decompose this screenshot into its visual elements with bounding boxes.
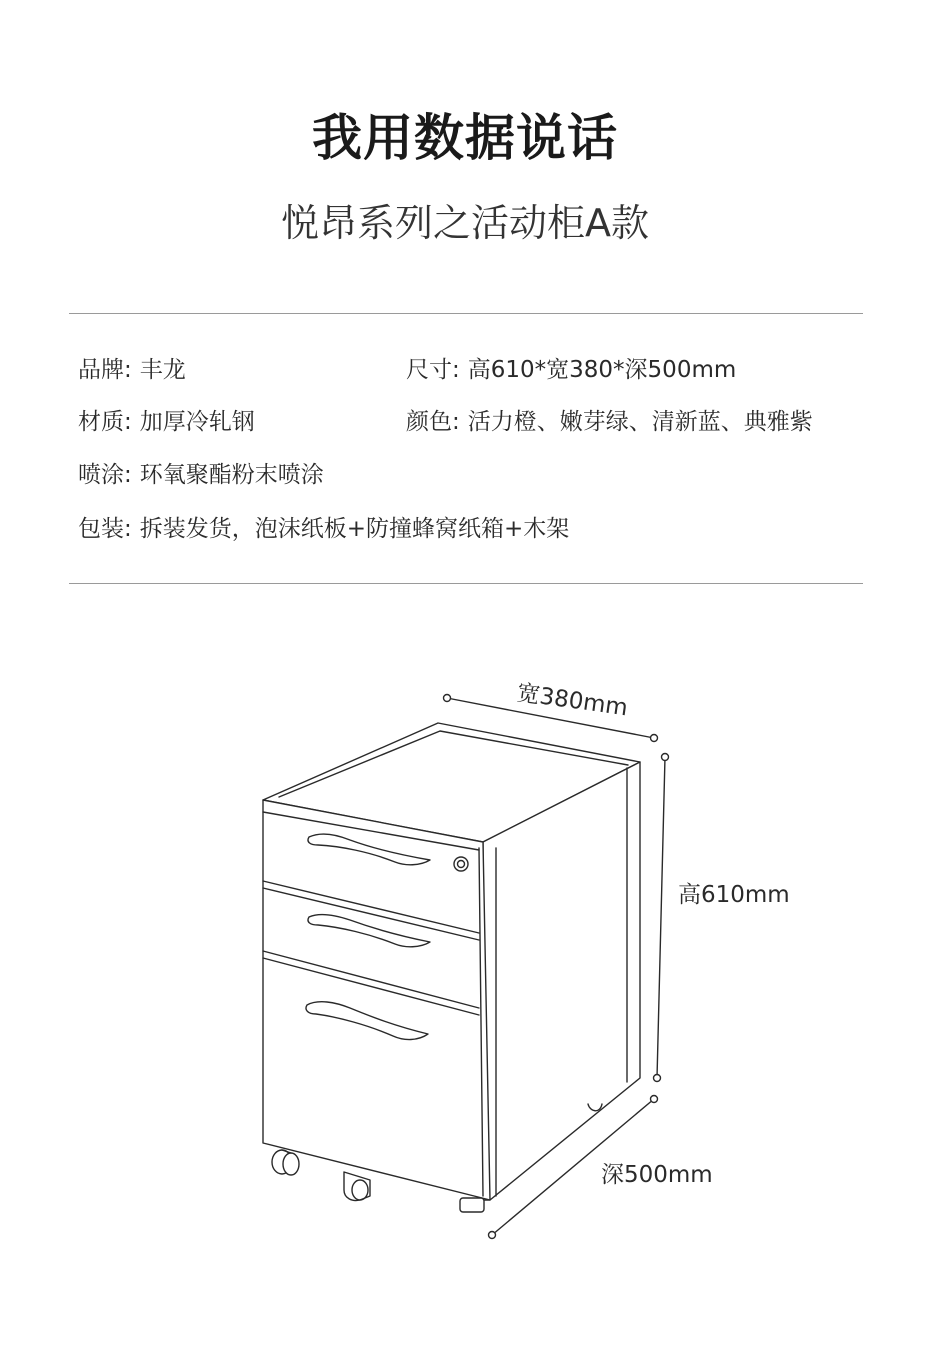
spec-separator: : [124, 357, 132, 383]
caster-wheel [460, 1198, 484, 1212]
spec-value: 加厚冷轧钢 [139, 409, 255, 435]
spec-size [406, 355, 736, 385]
height-dimension [654, 754, 790, 1082]
spec-value: 丰龙 [139, 357, 186, 383]
spec-coating [78, 460, 324, 490]
spec-key: 品牌 [78, 357, 124, 383]
spec-separator: : [124, 516, 132, 542]
top-divider [69, 313, 863, 314]
spec-separator: : [124, 462, 132, 488]
bottom-divider [69, 583, 863, 584]
cabinet-dimension-diagram [0, 600, 930, 1300]
spec-separator: : [452, 357, 460, 383]
spec-key: 颜色 [406, 409, 452, 435]
spec-key: 喷涂 [78, 462, 124, 488]
spec-value: 高610*宽380*深500mm [467, 357, 737, 383]
spec-material [78, 407, 255, 437]
page-subtitle: 悦昂系列之活动柜A款 [281, 201, 649, 245]
caster-wheel [344, 1172, 370, 1201]
spec-key: 尺寸 [406, 357, 452, 383]
spec-packaging [78, 514, 569, 544]
lock-icon [454, 857, 468, 871]
caster-wheel [272, 1150, 299, 1175]
spec-value: 拆装发货，泡沫纸板+防撞蜂窝纸箱+木架 [139, 516, 570, 542]
spec-value: 活力橙、嫩芽绿、清新蓝、典雅紫 [467, 409, 813, 435]
depth-label: 深500mm [601, 1162, 713, 1188]
height-label: 高610mm [678, 882, 790, 908]
spec-value: 环氧聚酯粉末喷涂 [139, 462, 324, 488]
spec-color [406, 407, 813, 437]
spec-separator: : [124, 409, 132, 435]
page-title: 我用数据说话 [312, 109, 618, 167]
width-label: 宽380mm [515, 680, 630, 722]
spec-brand [78, 355, 186, 385]
spec-key: 材质 [78, 409, 124, 435]
spec-separator: : [452, 409, 460, 435]
spec-key: 包装 [78, 516, 124, 542]
